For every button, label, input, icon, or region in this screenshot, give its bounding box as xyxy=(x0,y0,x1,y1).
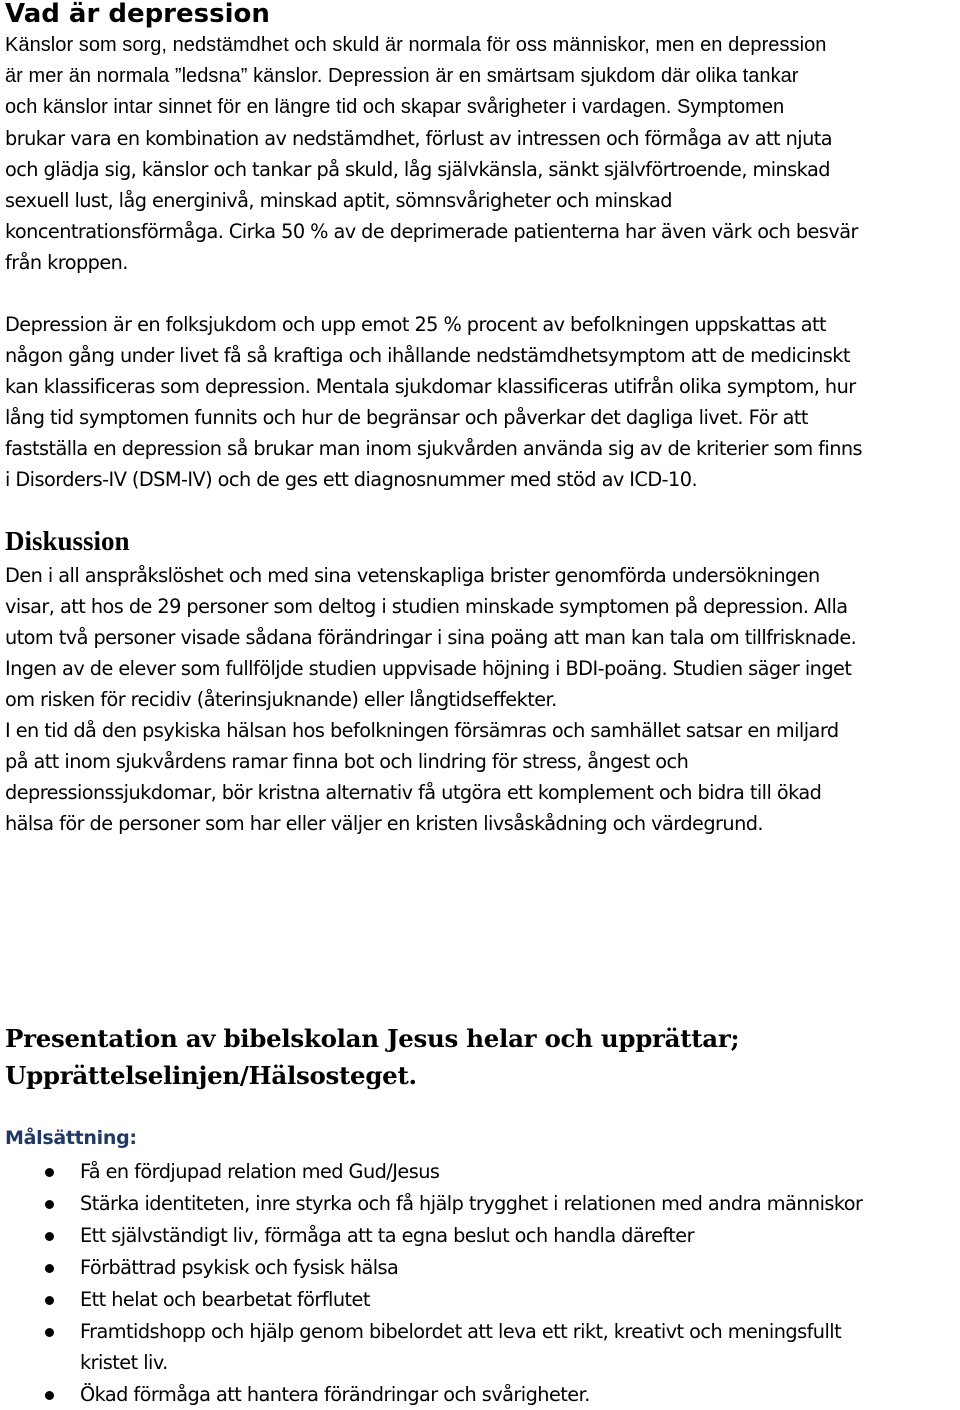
heading-presentation-line1: Presentation av bibelskolan Jesus helar och upprättar; xyxy=(5,1024,740,1053)
list-item-text: Stärka identiteten, inre styrka och få hjälp trygghet i relationen med andra människor xyxy=(80,1192,863,1215)
list-item-text: Ett helat och bearbetat förflutet xyxy=(80,1288,370,1311)
heading-diskussion: Diskussion xyxy=(5,526,130,556)
paragraph-line: utom två personer visade sådana förändringar i sina poäng att man kan tala om tillfrisknade. xyxy=(5,626,857,649)
paragraph-line: kan klassificeras som depression. Mentala sjukdomar klassificeras utifrån olika symptom, hur xyxy=(5,375,856,398)
paragraph-line: lång tid symptomen funnits och hur de begränsar och påverkar det dagliga livet. För att xyxy=(5,406,808,429)
heading-vad-ar-depression: Vad är depression xyxy=(5,0,270,29)
paragraph-line: brukar vara en kombination av nedstämdhet, förlust av intressen och förmåga av att njuta xyxy=(5,127,833,150)
paragraph-line: sexuell lust, låg energinivå, minskad aptit, sömnsvårigheter och minskad xyxy=(5,189,672,212)
paragraph-line: depressionssjukdomar, bör kristna alternativ få utgöra ett komplement och bidra till ökad xyxy=(5,781,822,804)
list-item-text: Ett självständigt liv, förmåga att ta egna beslut och handla därefter xyxy=(80,1224,694,1247)
bullet-icon xyxy=(45,1168,54,1177)
paragraph-line: Känslor som sorg, nedstämdhet och skuld är normala för oss människor, men en depression xyxy=(5,34,827,56)
paragraph-line: visar, att hos de 29 personer som deltog i studien minskade symptomen på depression. Alla xyxy=(5,595,848,618)
paragraph-line: I en tid då den psykiska hälsan hos befolkningen försämras och samhället satsar en miljard xyxy=(5,719,839,742)
paragraph-line: och glädja sig, känslor och tankar på skuld, låg självkänsla, sänkt självförtroende, minskad xyxy=(5,158,830,181)
list-item-text: Ökad förmåga att hantera förändringar och svårigheter. xyxy=(80,1383,590,1406)
paragraph-line: och känslor intar sinnet för en längre tid och skapar svårigheter i vardagen. Symptomen xyxy=(5,96,785,118)
heading-presentation-line2: Upprättelselinjen/Hälsosteget. xyxy=(5,1061,417,1090)
paragraph-line: fastställa en depression så brukar man inom sjukvården använda sig av de kriterier som finns xyxy=(5,437,863,460)
bullet-icon xyxy=(45,1328,54,1337)
paragraph-line: Ingen av de elever som fullföljde studien uppvisade höjning i BDI-poäng. Studien säger inget xyxy=(5,657,852,680)
paragraph-line: är mer än normala ”ledsna” känslor. Depression är en smärtsam sjukdom där olika tankar xyxy=(5,65,799,87)
bullet-icon xyxy=(45,1232,54,1241)
bullet-icon xyxy=(45,1264,54,1273)
subheading-malsattning: Målsättning: xyxy=(5,1127,137,1149)
list-item-text: Förbättrad psykisk och fysisk hälsa xyxy=(80,1256,399,1279)
paragraph-line: hälsa för de personer som har eller väljer en kristen livsåskådning och värdegrund. xyxy=(5,812,764,835)
paragraph-line: i Disorders-IV (DSM-IV) och de ges ett diagnosnummer med stöd av ICD-10. xyxy=(5,468,698,491)
list-item-text-continued: kristet liv. xyxy=(80,1351,168,1374)
paragraph-line: om risken för recidiv (återinsjuknande) eller långtidseffekter. xyxy=(5,688,557,711)
paragraph-line: Depression är en folksjukdom och upp emot 25 % procent av befolkningen uppskattas att xyxy=(5,313,827,336)
bullet-icon xyxy=(45,1296,54,1305)
bullet-icon xyxy=(45,1391,54,1400)
list-item-text: Framtidshopp och hjälp genom bibelordet att leva ett rikt, kreativt och meningsfullt xyxy=(80,1320,842,1343)
list-item-text: Få en fördjupad relation med Gud/Jesus xyxy=(80,1160,440,1183)
paragraph-line: från kroppen. xyxy=(5,251,128,274)
paragraph-line: någon gång under livet få så kraftiga och ihållande nedstämdhetsymptom att de medicinskt xyxy=(5,344,850,367)
paragraph-line: Den i all anspråkslöshet och med sina vetenskapliga brister genomförda undersökningen xyxy=(5,564,820,587)
paragraph-line: på att inom sjukvårdens ramar finna bot och lindring för stress, ångest och xyxy=(5,750,689,773)
paragraph-line: koncentrationsförmåga. Cirka 50 % av de deprimerade patienterna har även värk och besvär xyxy=(5,220,858,243)
bullet-icon xyxy=(45,1200,54,1209)
